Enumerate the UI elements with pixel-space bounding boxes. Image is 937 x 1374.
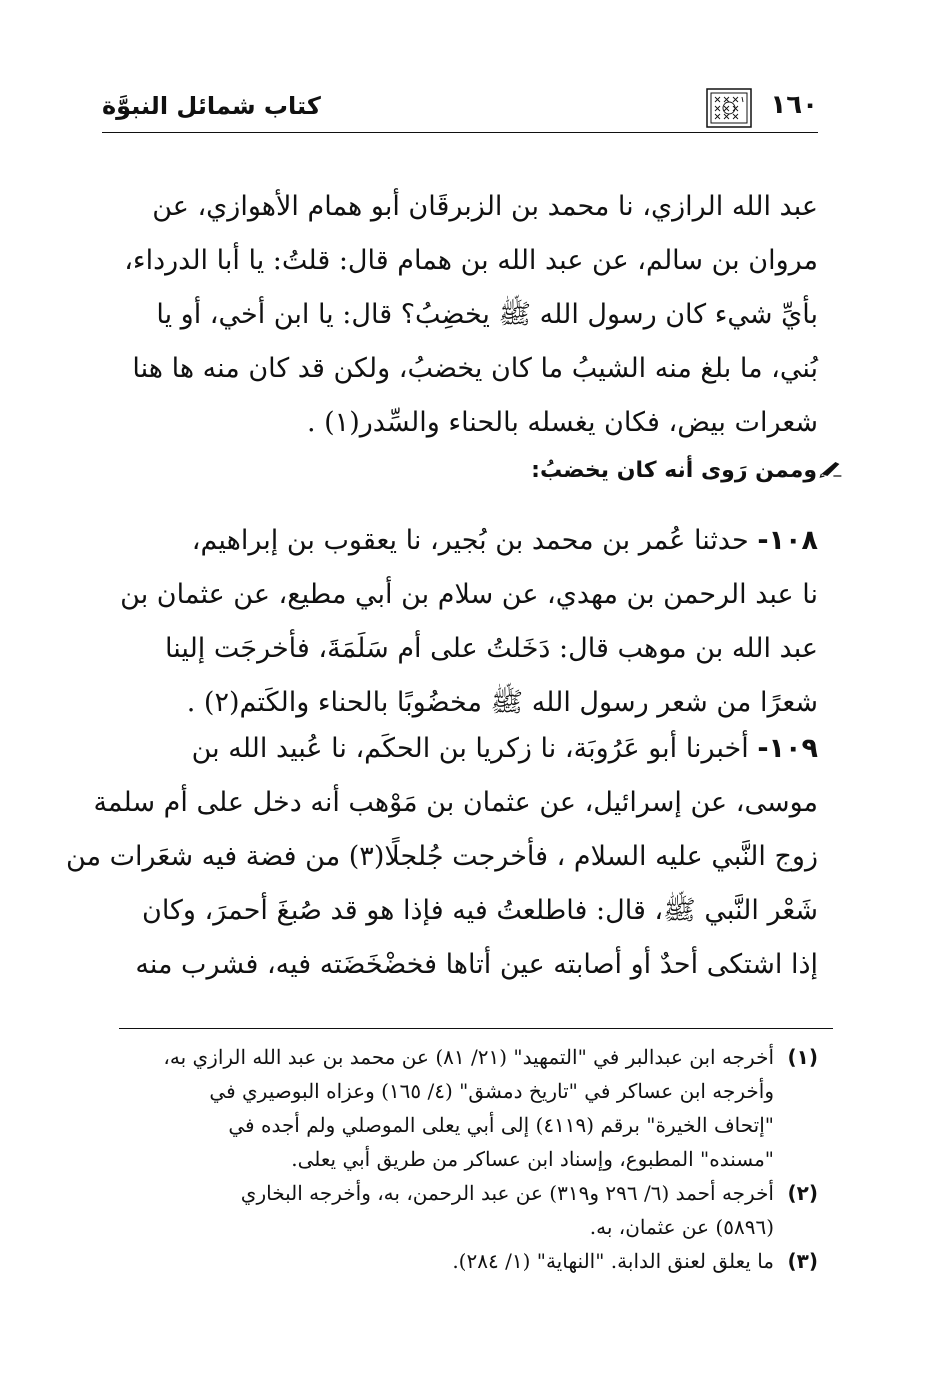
subheading-text: وممن رَوى أنه كان يخضبُ: (531, 458, 817, 483)
text-line-content: أخبرنا أبو عَرُوبَة، نا زكريا بن الحكَم، نا عُبيد الله بن (191, 733, 749, 764)
section-subheading (531, 458, 817, 483)
footnotes (104, 1040, 818, 1278)
footnote-number: (٢) (787, 1181, 818, 1205)
footnote-number: (٣) (787, 1249, 818, 1273)
hadith-108 (104, 514, 818, 730)
footnote-divider (119, 1028, 833, 1029)
hadith-number: ١٠٨- (757, 525, 818, 556)
text-line: بُني، ما بلغ منه الشيبُ ما كان يخضبُ، ولكن قد كان منه ها هنا (132, 353, 818, 384)
footnote-number: (١) (787, 1045, 818, 1069)
text-line: شعرًا من شعر رسول الله ﷺ مخضُوبًا بالحناء والكَتم(٢) . (186, 687, 818, 718)
footnote-line: أخرجه ابن عبدالبر في "التمهيد" (٢١/ ٨١) عن محمد بن عبد الله الرازي به، (163, 1045, 774, 1069)
text-line: موسى، عن إسرائيل، عن عثمان بن مَوْهب أنه دخل على أم سلمة (93, 787, 818, 818)
text-line: شعرات بيض، فكان يغسله بالحناء والسِّدر(١) . (306, 407, 818, 438)
text-line: عبد الله بن موهب قال: دَخَلتُ على أم سَلَمَةَ، فأخرجَت إلينا (165, 633, 818, 664)
decorative-frame-icon (706, 88, 752, 128)
text-line: بأيِّ شيء كان رسول الله ﷺ يخضِبُ؟ قال: يا ابن أخي، أو يا (156, 299, 818, 330)
text-line-content: حدثنا عُمر بن محمد بن بُجير، نا يعقوب بن إبراهيم، (191, 525, 749, 556)
footnote-text (104, 1040, 774, 1176)
footnote-text (104, 1176, 774, 1244)
footnote-line: "إتحاف الخيرة" برقم (٤١١٩) إلى أبي يعلى الموصلي ولم أجده في (228, 1113, 774, 1137)
hadith-number: ١٠٩- (757, 733, 818, 764)
text-line: عبد الله الرازي، نا محمد بن الزبرقَان أبو همام الأهوازي، عن (152, 191, 818, 222)
footnote-line: أخرجه أحمد (٦/ ٢٩٦ و٣١٩) عن عبد الرحمن، به، وأخرجه البخاري (240, 1181, 774, 1205)
footnote-line: (٥٨٩٦) عن عثمان، به. (589, 1215, 774, 1239)
footnote-line: "مسنده" المطبوع، وإسناد ابن عساكر من طريق أبي يعلى. (291, 1147, 774, 1171)
text-line: زوج النَّبي عليه السلام ، فأخرجت جُلجلًا(٣) من فضة فيه شعَرات من (66, 841, 818, 872)
continuation-paragraph (104, 180, 818, 450)
text-line: مروان بن سالم، عن عبد الله بن همام قال: قلتُ: يا أبا الدرداء، (124, 245, 818, 276)
page-header (102, 88, 818, 134)
text-line: إذا اشتكى أحدٌ أو أصابته عين أتاها فخضْخَضَته فيه، فشرب منه (135, 949, 818, 980)
text-line: شَعْر النَّبي ﷺ، قال: فاطلعتُ فيه فإذا هو قد صُبغَ أحمرَ، وكان (141, 895, 818, 926)
page-number: ١٦٠ (770, 90, 818, 120)
text-line (104, 514, 818, 568)
pen-icon (819, 458, 843, 478)
footnote (104, 1040, 818, 1176)
footnote-text (104, 1244, 774, 1278)
footnote (104, 1176, 818, 1244)
footnote-line: وأخرجه ابن عساكر في "تاريخ دمشق" (٤/ ١٦٥) وعزاه البوصيري في (209, 1079, 774, 1103)
running-title: كتاب شمائل النبوَّة (102, 92, 321, 120)
header-divider (102, 132, 818, 133)
footnote (104, 1244, 818, 1278)
footnote-line: ما يعلق لعنق الدابة. "النهاية" (١/ ٢٨٤). (452, 1249, 774, 1273)
text-line: نا عبد الرحمن بن مهدي، عن سلام بن أبي مطيع، عن عثمان بن (120, 579, 818, 610)
hadith-109 (66, 722, 818, 992)
text-line (104, 722, 818, 776)
